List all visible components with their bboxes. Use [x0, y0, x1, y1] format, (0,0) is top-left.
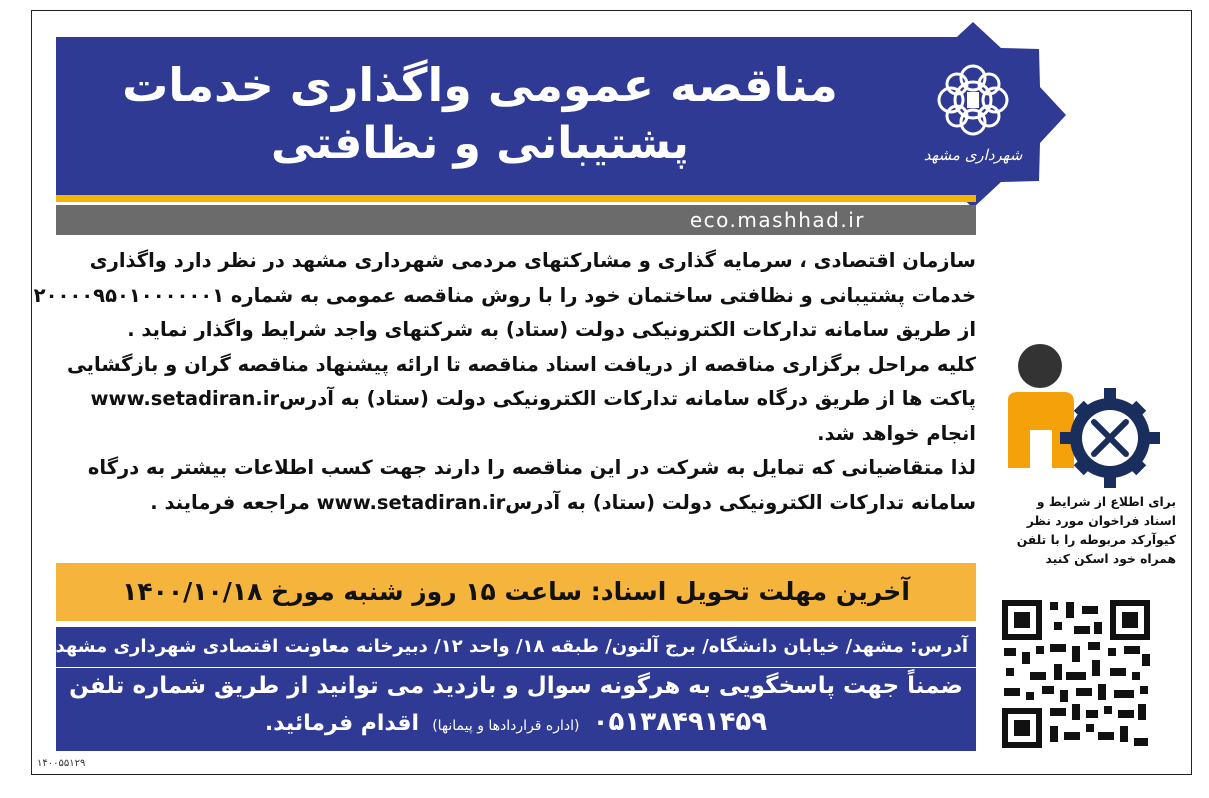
- emblem-center: [967, 92, 979, 108]
- announcement-body: [33, 244, 976, 520]
- body-line: لذا متقاضیانی که تمایل به شرکت در این مناقصه را دارند جهت کسب اطلاعات بیشتر به درگاه: [87, 456, 976, 479]
- info-line: کیوآرکد مربوطه را با تلفن: [1016, 533, 1176, 547]
- address-line: آدرس: مشهد/ خیابان دانشگاه/ برج آلتون/ طبقه ۱۸/ واحد ۱۲/ دبیرخانه معاونت اقتصادی شهرداری مشهد: [56, 627, 976, 668]
- contact-box: [56, 627, 976, 751]
- body-line: کلیه مراحل برگزاری مناقصه از دریافت اسناد مناقصه تا ارائه پیشنهاد مناقصه گران و بازگشایی: [66, 352, 976, 376]
- title-line-1: مناقصه عمومی واگذاری خدمات: [122, 58, 838, 112]
- title-line-2: پشتیبانی و نظافتی: [271, 118, 689, 169]
- info-line: همراه خود اسکن کنید: [1045, 552, 1176, 566]
- body-line: سازمان اقتصادی ، سرمایه گذاری و مشارکتهای مردمی شهرداری مشهد در نظر دارد واگذاری: [89, 249, 976, 272]
- body-line: انجام خواهد شد.: [817, 421, 976, 445]
- deadline-text: آخرین مهلت تحویل اسناد: ساعت ۱۵ روز شنبه مورخ ۱۴۰۰/۱۰/۱۸: [122, 577, 910, 606]
- qr-code[interactable]: [1000, 598, 1152, 750]
- body-line: از طریق سامانه تدارکات الکترونیکی دولت (ستاد) به شرکتهای واجد شرایط واگذار نماید .: [127, 318, 976, 341]
- info-line: برای اطلاع از شرایط و: [1036, 495, 1176, 509]
- body-line: پاکت ها از طریق درگاه سامانه تدارکات الکترونیکی دولت (ستاد) به آدرسwww.setadiran.ir: [90, 387, 976, 410]
- accent-stripe: [56, 195, 976, 202]
- worker-gear-icon: [1000, 338, 1165, 498]
- logo-caption: شهرداری مشهد: [923, 146, 1023, 164]
- phone-number[interactable]: ۰۵۱۳۸۴۹۱۴۵۹: [592, 707, 768, 737]
- phone-action: اقدام فرمائید.: [264, 711, 420, 736]
- body-line: خدمات پشتیبانی و نظافتی ساختمان خود را با روش مناقصه عمومی به شماره ۲۰۰۰۰۹۵۰۱۰۰۰۰۰۰۱: [33, 283, 976, 307]
- ad-code: ۱۴۰۰۵۵۱۲۹: [37, 758, 86, 769]
- deadline-bar: [56, 563, 976, 621]
- worker-body: [1008, 392, 1074, 468]
- body-line: سامانه تدارکات الکترونیکی دولت (ستاد) به آدرسwww.setadiran.ir مراجعه فرمایند .: [150, 490, 976, 514]
- municipality-logo: [878, 20, 1068, 210]
- info-line: اسناد فراخوان مورد نظر: [1026, 514, 1176, 528]
- logo-star-shape: [880, 22, 1066, 208]
- phone-note: (اداره قراردادها و پیمانها): [432, 718, 580, 734]
- qr-instructions: [990, 493, 1176, 569]
- worker-head: [1018, 344, 1062, 388]
- phone-intro: ضمناً جهت پاسخگویی به هرگونه سوال و بازدید می توانید از طریق شماره تلفن: [69, 673, 963, 699]
- phone-line: [56, 707, 976, 737]
- website-url[interactable]: eco.mashhad.ir: [689, 208, 865, 232]
